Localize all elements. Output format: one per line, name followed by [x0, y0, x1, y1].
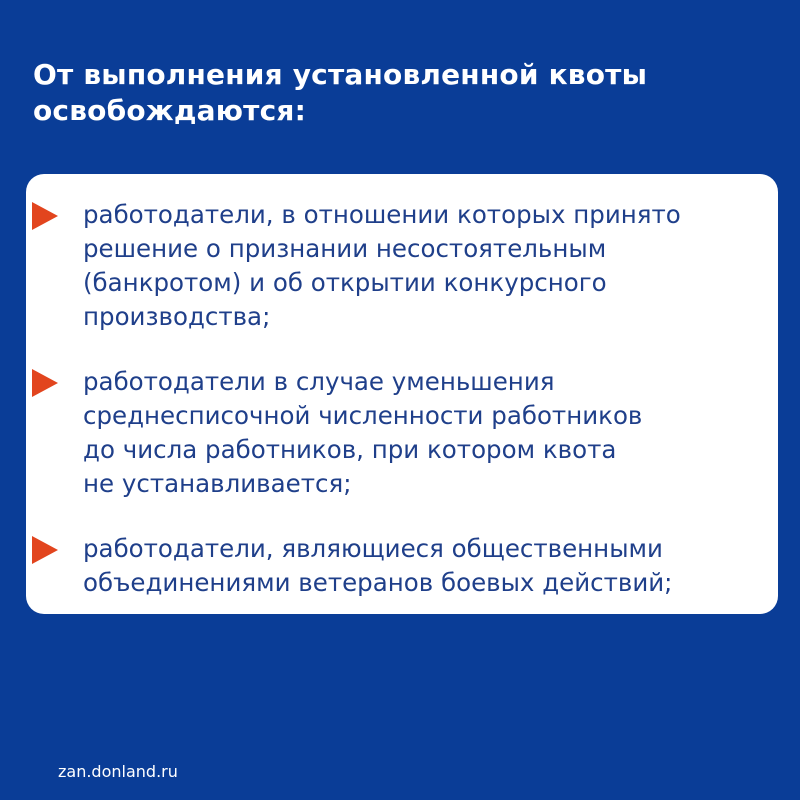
item-line: до числа работников, при котором квота: [83, 435, 617, 464]
item-line: объединениями ветеранов боевых действий;: [83, 568, 673, 597]
item-line: работодатели в случае уменьшения: [83, 367, 555, 396]
list-item-text: [83, 365, 642, 501]
item-line: решение о признании несостоятельным: [83, 234, 607, 263]
triangle-bullet-icon: [32, 202, 58, 230]
page-title: [33, 57, 773, 129]
footer-site-url: zan.donland.ru: [58, 762, 178, 781]
exemptions-card: [26, 174, 778, 614]
title-line-1: От выполнения установленной квоты: [33, 58, 648, 91]
item-line: не устанавливается;: [83, 469, 352, 498]
item-line: среднесписочной численности работников: [83, 401, 643, 430]
item-line: работодатели, являющиеся общественными: [83, 534, 663, 563]
list-item-text: [83, 198, 681, 334]
triangle-bullet-icon: [32, 536, 58, 564]
title-line-2: освобождаются:: [33, 94, 306, 127]
item-line: (банкротом) и об открытии конкурсного: [83, 268, 607, 297]
item-line: производства;: [83, 302, 271, 331]
item-line: работодатели, в отношении которых принято: [83, 200, 681, 229]
list-item-text: [83, 532, 672, 600]
triangle-bullet-icon: [32, 369, 58, 397]
